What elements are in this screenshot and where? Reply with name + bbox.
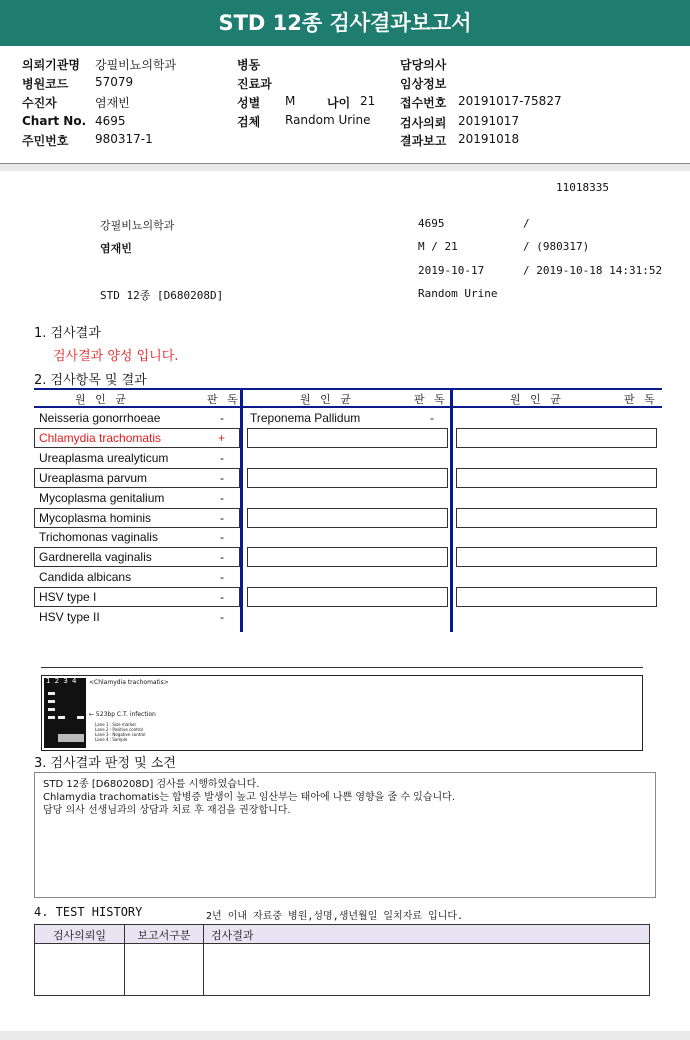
empty-row-box [247, 468, 448, 488]
row-name: Ureaplasma parvum [39, 471, 148, 485]
patient-label: 수진자 [22, 96, 57, 110]
gel-title: <Chlamydia trachomatis> [89, 679, 169, 686]
empty-row-box [456, 428, 657, 448]
report-date1: 2019-10-17 [418, 264, 485, 277]
report-test-name: STD 12종 [D680208D] [100, 289, 224, 302]
patient-value: 염재빈 [95, 96, 130, 110]
row-name: Treponema Pallidum [250, 411, 361, 425]
comment-line: 담당 의사 선생님과의 상담과 치료 후 재검을 권장합니다. [43, 805, 291, 816]
comment-line: STD 12종 [D680208D] 검사를 시행하였습니다. [43, 779, 260, 790]
table-divider-2 [450, 388, 453, 632]
gel-legend: Lane 1 : Size marker [95, 722, 137, 727]
row-name: Ureaplasma urealyticum [39, 451, 169, 465]
age-label: 나이 [327, 96, 351, 110]
age-value: 21 [360, 94, 376, 108]
gray-band-bottom [0, 1031, 690, 1040]
row-result: - [430, 411, 434, 425]
gel-photo [44, 678, 86, 748]
chart-label: Chart No. [22, 114, 87, 128]
row-name: HSV type I [39, 590, 97, 604]
request-label: 검사의뢰 [400, 116, 447, 130]
gel-legend: Lane 4 : Sample [95, 737, 128, 742]
sex-label: 성별 [237, 96, 261, 110]
marker-band [48, 708, 55, 711]
table-top-line [34, 388, 662, 390]
section4-title: 4. TEST HISTORY [34, 905, 143, 919]
row-result: - [220, 590, 224, 604]
header-pathogen-2: 원 인 균 [300, 393, 354, 406]
empty-row-box [247, 508, 448, 528]
report-slash: / [523, 217, 530, 230]
doctor-label: 담당의사 [400, 58, 447, 72]
row-name: Candida albicans [39, 570, 132, 584]
section1-title: 1. 검사결과 [34, 326, 101, 341]
row-result: - [220, 471, 224, 485]
comment-line: Chlamydia trachomatis는 합병증 발생이 높고 임산부는 태아에 나쁜 영향을 줄 수 있습니다. [43, 792, 455, 803]
report-patient: 염재빈 [100, 242, 132, 255]
history-col-report-type: 보고서구분 [137, 929, 191, 942]
request-value: 20191017 [458, 114, 520, 128]
header-pathogen-1: 원 인 균 [75, 393, 129, 406]
row-result: - [220, 491, 224, 505]
empty-row-box [456, 468, 657, 488]
row-result: - [220, 451, 224, 465]
history-col-request-date: 검사의뢰일 [52, 929, 107, 942]
positive-band [58, 716, 65, 719]
sex-value: M [285, 94, 296, 108]
report-value: 20191018 [458, 132, 520, 146]
rrn-value: 980317-1 [95, 132, 153, 146]
empty-row-box [247, 587, 448, 607]
specimen-value: Random Urine [285, 113, 371, 127]
empty-row-box [247, 428, 448, 448]
gel-band-label: ← 523bp C.T. infection [89, 711, 156, 718]
gel-legend: Lane 2 : Positive control [95, 727, 143, 732]
marker-band [48, 716, 55, 719]
row-name: Mycoplasma genitalium [39, 491, 165, 505]
sample-band [77, 716, 84, 719]
ward-label: 병동 [237, 58, 261, 72]
comment-box [34, 772, 656, 898]
dept-label: 진료과 [237, 77, 272, 91]
gel-figure [41, 675, 643, 751]
table-divider-1 [240, 388, 243, 632]
history-table [34, 924, 650, 996]
row-name-positive: Chlamydia trachomatis [39, 431, 162, 445]
primer-dimer [58, 734, 84, 742]
row-result-positive: + [218, 431, 226, 445]
header-judgement-1: 판 독 [207, 393, 241, 406]
section2-title: 2. 검사항목 및 결과 [34, 373, 147, 388]
row-name: Mycoplasma hominis [39, 511, 152, 525]
marker-band [48, 692, 55, 695]
report-birth: / (980317) [523, 240, 590, 253]
row-name: HSV type II [39, 610, 100, 624]
empty-row-box [247, 547, 448, 567]
report-label: 결과보고 [400, 134, 447, 148]
receipt-label: 접수번호 [400, 96, 447, 110]
row-result: - [220, 511, 224, 525]
report-specimen: Random Urine [418, 287, 498, 300]
empty-row-box [456, 547, 657, 567]
code-label: 병원코드 [22, 77, 69, 91]
gel-lane-numbers: 1 2 3 4 [46, 677, 78, 685]
empty-row-box [456, 508, 657, 528]
history-col-divider [203, 925, 204, 995]
empty-row-box [456, 587, 657, 607]
code-value: 57079 [95, 75, 134, 89]
report-title: STD 12종 검사결과보고서 [0, 0, 690, 46]
row-result: - [220, 550, 224, 564]
receipt-value: 20191017-75827 [458, 94, 562, 108]
gel-legend: Lane 3 : Negative control [95, 732, 146, 737]
report-sex-age: M / 21 [418, 240, 458, 253]
report-id: 11018335 [556, 181, 609, 194]
inst-value: 강필비뇨의학과 [95, 58, 177, 72]
row-result: - [220, 530, 224, 544]
specimen-label: 검체 [237, 115, 261, 129]
history-note: 2년 이내 자료중 병원,성명,생년월일 일치자료 입니다. [206, 911, 464, 922]
row-name: Neisseria gonorrhoeae [39, 411, 161, 425]
row-result: - [220, 610, 224, 624]
header-pathogen-3: 원 인 균 [510, 393, 564, 406]
gray-band-top [0, 164, 690, 171]
report-hospital: 강필비뇨의학과 [100, 219, 175, 232]
history-col-result: 검사결과 [211, 929, 254, 942]
row-result: - [220, 570, 224, 584]
rrn-label: 주민번호 [22, 134, 69, 148]
row-name: Trichomonas vaginalis [39, 530, 158, 544]
section1-result: 검사결과 양성 입니다. [53, 349, 179, 364]
inst-label: 의뢰기관명 [22, 58, 80, 72]
section3-title: 3. 검사결과 판정 및 소견 [34, 756, 176, 771]
marker-band [48, 700, 55, 703]
clinical-label: 임상정보 [400, 77, 447, 91]
row-name: Gardnerella vaginalis [39, 550, 152, 564]
header-judgement-2: 판 독 [414, 393, 448, 406]
header-judgement-3: 판 독 [624, 393, 658, 406]
gel-top-line [41, 667, 643, 668]
row-result: - [220, 411, 224, 425]
report-date2: / 2019-10-18 14:31:52 [523, 264, 663, 277]
report-chart: 4695 [418, 217, 445, 230]
chart-value: 4695 [95, 114, 126, 128]
